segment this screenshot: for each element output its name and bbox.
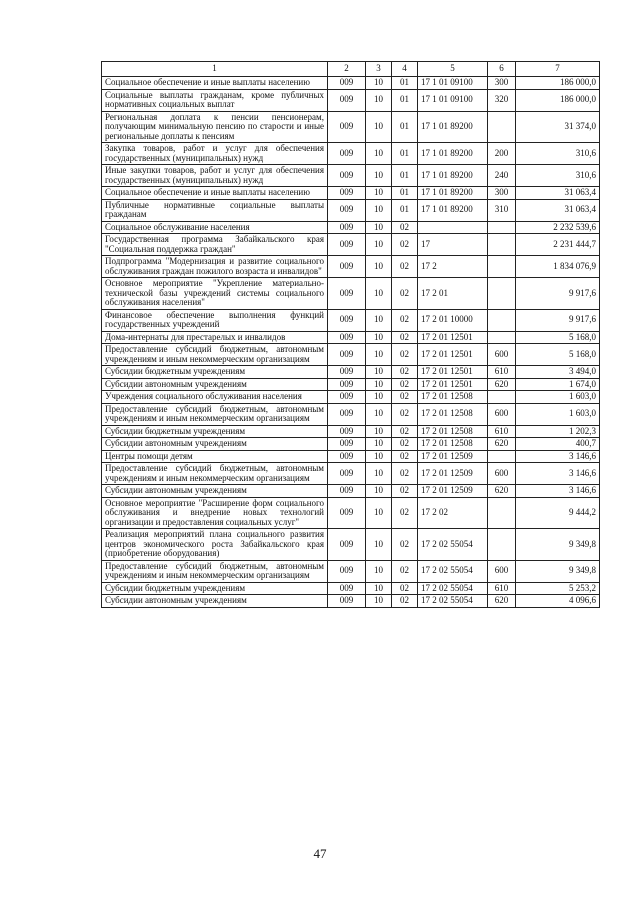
row-subsection-cell: 02 [392, 221, 418, 234]
row-name-cell: Подпрограмма "Модернизация и развитие социального обслуживания граждан пожилого возраста и инвалидов" [102, 256, 328, 278]
table-row [102, 234, 600, 256]
row-section-cell: 10 [366, 450, 392, 463]
row-name-cell: Субсидии автономным учреждениям [102, 378, 328, 391]
row-target-article-cell: 17 2 [418, 256, 488, 278]
table-row [102, 529, 600, 561]
row-expense-type-cell: 600 [488, 403, 516, 425]
row-amount-cell: 2 231 444,7 [516, 234, 600, 256]
row-amount-cell: 310,6 [516, 165, 600, 187]
row-expense-type-cell: 300 [488, 77, 516, 90]
table-row [102, 438, 600, 451]
row-name-cell: Субсидии автономным учреждениям [102, 485, 328, 498]
row-name-cell: Предоставление субсидий бюджетным, автономным учреждениям и иным некоммерческим организациям [102, 403, 328, 425]
row-subsection-cell: 02 [392, 278, 418, 310]
row-amount-cell: 5 168,0 [516, 344, 600, 366]
row-target-article-cell: 17 2 02 55054 [418, 560, 488, 582]
table-row [102, 221, 600, 234]
row-ministry-code-cell: 009 [328, 529, 366, 561]
row-amount-cell: 400,7 [516, 438, 600, 451]
row-name-cell: Социальное обслуживание населения [102, 221, 328, 234]
row-expense-type-cell [488, 391, 516, 404]
row-name-cell: Субсидии автономным учреждениям [102, 595, 328, 608]
table-row [102, 143, 600, 165]
row-amount-cell: 1 834 076,9 [516, 256, 600, 278]
row-target-article-cell: 17 2 01 12509 [418, 463, 488, 485]
page-number: 47 [313, 846, 327, 861]
row-subsection-cell: 02 [392, 529, 418, 561]
table-row [102, 344, 600, 366]
row-target-article-cell: 17 [418, 234, 488, 256]
row-ministry-code-cell: 009 [328, 199, 366, 221]
row-amount-cell: 5 168,0 [516, 331, 600, 344]
row-ministry-code-cell: 009 [328, 309, 366, 331]
row-ministry-code-cell: 009 [328, 165, 366, 187]
table-row [102, 391, 600, 404]
row-subsection-cell: 01 [392, 187, 418, 200]
row-target-article-cell: 17 1 01 89200 [418, 143, 488, 165]
row-amount-cell: 5 253,2 [516, 582, 600, 595]
row-section-cell: 10 [366, 529, 392, 561]
row-section-cell: 10 [366, 89, 392, 111]
row-amount-cell: 2 232 539,6 [516, 221, 600, 234]
row-expense-type-cell: 310 [488, 199, 516, 221]
row-section-cell: 10 [366, 438, 392, 451]
row-amount-cell: 9 917,6 [516, 278, 600, 310]
row-section-cell: 10 [366, 560, 392, 582]
row-ministry-code-cell: 009 [328, 234, 366, 256]
row-target-article-cell: 17 2 01 12501 [418, 366, 488, 379]
row-amount-cell: 1 603,0 [516, 403, 600, 425]
row-name-cell: Закупка товаров, работ и услуг для обеспечения государственных (муниципальных) нужд [102, 143, 328, 165]
row-section-cell: 10 [366, 331, 392, 344]
table-row [102, 560, 600, 582]
table-row [102, 187, 600, 200]
row-name-cell: Основное мероприятие "Укрепление материально-технической базы учреждений системы социального обслуживания населения" [102, 278, 328, 310]
header-col-4: 4 [392, 62, 418, 77]
row-name-cell: Субсидии бюджетным учреждениям [102, 425, 328, 438]
row-amount-cell: 186 000,0 [516, 77, 600, 90]
row-target-article-cell: 17 2 02 [418, 497, 488, 529]
row-expense-type-cell: 620 [488, 485, 516, 498]
row-section-cell: 10 [366, 234, 392, 256]
row-target-article-cell: 17 2 01 10000 [418, 309, 488, 331]
row-expense-type-cell: 620 [488, 595, 516, 608]
table-row [102, 403, 600, 425]
row-amount-cell: 31 063,4 [516, 199, 600, 221]
row-ministry-code-cell: 009 [328, 582, 366, 595]
row-subsection-cell: 02 [392, 234, 418, 256]
row-ministry-code-cell: 009 [328, 403, 366, 425]
table-row [102, 309, 600, 331]
row-expense-type-cell: 300 [488, 187, 516, 200]
table-row [102, 497, 600, 529]
header-col-3: 3 [366, 62, 392, 77]
table-row [102, 366, 600, 379]
row-subsection-cell: 02 [392, 485, 418, 498]
row-name-cell: Основное мероприятие "Расширение форм социального обслуживания и внедрение новых технологий организации и предоставления социальных услуг" [102, 497, 328, 529]
row-subsection-cell: 02 [392, 497, 418, 529]
row-subsection-cell: 02 [392, 595, 418, 608]
table-row [102, 111, 600, 143]
row-ministry-code-cell: 009 [328, 497, 366, 529]
header-col-2: 2 [328, 62, 366, 77]
row-target-article-cell: 17 2 01 12508 [418, 403, 488, 425]
row-subsection-cell: 02 [392, 378, 418, 391]
header-col-6: 6 [488, 62, 516, 77]
row-section-cell: 10 [366, 199, 392, 221]
row-ministry-code-cell: 009 [328, 560, 366, 582]
row-section-cell: 10 [366, 344, 392, 366]
row-name-cell: Социальные выплаты гражданам, кроме публичных нормативных социальных выплат [102, 89, 328, 111]
row-section-cell: 10 [366, 256, 392, 278]
row-section-cell: 10 [366, 143, 392, 165]
row-subsection-cell: 02 [392, 560, 418, 582]
row-expense-type-cell [488, 111, 516, 143]
budget-table-container [101, 61, 599, 608]
row-target-article-cell: 17 2 01 12508 [418, 425, 488, 438]
row-name-cell: Государственная программа Забайкальского края "Социальная поддержка граждан" [102, 234, 328, 256]
row-target-article-cell: 17 2 01 12501 [418, 344, 488, 366]
row-section-cell: 10 [366, 595, 392, 608]
row-section-cell: 10 [366, 425, 392, 438]
row-name-cell: Социальное обеспечение и иные выплаты населению [102, 77, 328, 90]
row-expense-type-cell [488, 529, 516, 561]
row-name-cell: Субсидии автономным учреждениям [102, 438, 328, 451]
row-target-article-cell: 17 2 01 12508 [418, 391, 488, 404]
row-expense-type-cell: 600 [488, 560, 516, 582]
row-target-article-cell: 17 2 01 12508 [418, 438, 488, 451]
row-ministry-code-cell: 009 [328, 331, 366, 344]
row-expense-type-cell: 620 [488, 378, 516, 391]
table-row [102, 89, 600, 111]
row-subsection-cell: 02 [392, 331, 418, 344]
row-section-cell: 10 [366, 278, 392, 310]
row-amount-cell: 31 063,4 [516, 187, 600, 200]
row-ministry-code-cell: 009 [328, 463, 366, 485]
row-ministry-code-cell: 009 [328, 143, 366, 165]
table-row [102, 595, 600, 608]
table-body [102, 77, 600, 608]
row-amount-cell: 186 000,0 [516, 89, 600, 111]
row-section-cell: 10 [366, 366, 392, 379]
row-expense-type-cell: 610 [488, 425, 516, 438]
row-target-article-cell: 17 2 01 12501 [418, 378, 488, 391]
row-name-cell: Предоставление субсидий бюджетным, автономным учреждениям и иным некоммерческим организациям [102, 560, 328, 582]
row-name-cell: Публичные нормативные социальные выплаты гражданам [102, 199, 328, 221]
row-ministry-code-cell: 009 [328, 256, 366, 278]
row-name-cell: Реализация мероприятий плана социального развития центров экономического роста Забайкальского края (приобретение оборудования) [102, 529, 328, 561]
row-expense-type-cell: 610 [488, 582, 516, 595]
row-expense-type-cell: 610 [488, 366, 516, 379]
row-name-cell: Социальное обеспечение и иные выплаты населению [102, 187, 328, 200]
row-amount-cell: 9 917,6 [516, 309, 600, 331]
row-ministry-code-cell: 009 [328, 278, 366, 310]
header-col-1: 1 [102, 62, 328, 77]
row-amount-cell: 9 349,8 [516, 560, 600, 582]
row-ministry-code-cell: 009 [328, 221, 366, 234]
row-section-cell: 10 [366, 463, 392, 485]
row-subsection-cell: 02 [392, 438, 418, 451]
row-target-article-cell: 17 2 01 12509 [418, 485, 488, 498]
row-section-cell: 10 [366, 77, 392, 90]
row-subsection-cell: 01 [392, 89, 418, 111]
row-target-article-cell: 17 1 01 09100 [418, 89, 488, 111]
row-subsection-cell: 02 [392, 256, 418, 278]
row-name-cell: Финансовое обеспечение выполнения функций государственных учреждений [102, 309, 328, 331]
row-name-cell: Учреждения социального обслуживания населения [102, 391, 328, 404]
row-target-article-cell: 17 2 02 55054 [418, 582, 488, 595]
row-section-cell: 10 [366, 497, 392, 529]
row-subsection-cell: 02 [392, 450, 418, 463]
row-subsection-cell: 02 [392, 582, 418, 595]
row-expense-type-cell [488, 309, 516, 331]
row-amount-cell: 3 146,6 [516, 450, 600, 463]
row-ministry-code-cell: 009 [328, 77, 366, 90]
row-amount-cell: 4 096,6 [516, 595, 600, 608]
row-section-cell: 10 [366, 391, 392, 404]
row-subsection-cell: 02 [392, 463, 418, 485]
row-expense-type-cell: 600 [488, 463, 516, 485]
row-amount-cell: 1 674,0 [516, 378, 600, 391]
row-subsection-cell: 01 [392, 111, 418, 143]
row-target-article-cell: 17 2 02 55054 [418, 595, 488, 608]
row-target-article-cell: 17 2 01 12509 [418, 450, 488, 463]
row-ministry-code-cell: 009 [328, 595, 366, 608]
budget-table [101, 61, 600, 608]
row-amount-cell: 1 603,0 [516, 391, 600, 404]
row-name-cell: Предоставление субсидий бюджетным, автономным учреждениям и иным некоммерческим организациям [102, 463, 328, 485]
row-subsection-cell: 02 [392, 366, 418, 379]
row-ministry-code-cell: 009 [328, 366, 366, 379]
header-col-7: 7 [516, 62, 600, 77]
row-subsection-cell: 02 [392, 403, 418, 425]
row-section-cell: 10 [366, 378, 392, 391]
row-subsection-cell: 01 [392, 199, 418, 221]
table-row [102, 463, 600, 485]
row-section-cell: 10 [366, 165, 392, 187]
row-section-cell: 10 [366, 111, 392, 143]
row-target-article-cell: 17 1 01 09100 [418, 77, 488, 90]
row-subsection-cell: 02 [392, 391, 418, 404]
row-subsection-cell: 01 [392, 165, 418, 187]
row-expense-type-cell [488, 331, 516, 344]
row-subsection-cell: 01 [392, 77, 418, 90]
row-target-article-cell: 17 1 01 89200 [418, 187, 488, 200]
row-expense-type-cell [488, 278, 516, 310]
row-name-cell: Региональная доплата к пенсии пенсионерам, получающим минимальную пенсию по старости и иные региональные доплаты к пенсиям [102, 111, 328, 143]
row-expense-type-cell [488, 450, 516, 463]
row-name-cell: Центры помощи детям [102, 450, 328, 463]
row-section-cell: 10 [366, 187, 392, 200]
row-name-cell: Субсидии бюджетным учреждениям [102, 366, 328, 379]
row-section-cell: 10 [366, 582, 392, 595]
row-name-cell: Субсидии бюджетным учреждениям [102, 582, 328, 595]
row-ministry-code-cell: 009 [328, 378, 366, 391]
row-target-article-cell: 17 1 01 89200 [418, 199, 488, 221]
row-subsection-cell: 02 [392, 309, 418, 331]
table-row [102, 278, 600, 310]
header-row [102, 62, 600, 77]
row-ministry-code-cell: 009 [328, 438, 366, 451]
row-target-article-cell: 17 1 01 89200 [418, 165, 488, 187]
row-amount-cell: 9 349,8 [516, 529, 600, 561]
row-subsection-cell: 02 [392, 344, 418, 366]
table-row [102, 378, 600, 391]
row-section-cell: 10 [366, 221, 392, 234]
row-expense-type-cell [488, 221, 516, 234]
row-expense-type-cell: 200 [488, 143, 516, 165]
header-col-5: 5 [418, 62, 488, 77]
row-target-article-cell [418, 221, 488, 234]
row-expense-type-cell: 240 [488, 165, 516, 187]
row-subsection-cell: 01 [392, 143, 418, 165]
row-target-article-cell: 17 2 01 12501 [418, 331, 488, 344]
row-amount-cell: 9 444,2 [516, 497, 600, 529]
row-expense-type-cell: 620 [488, 438, 516, 451]
row-ministry-code-cell: 009 [328, 391, 366, 404]
row-name-cell: Предоставление субсидий бюджетным, автономным учреждениям и иным некоммерческим организациям [102, 344, 328, 366]
row-expense-type-cell: 600 [488, 344, 516, 366]
row-amount-cell: 3 494,0 [516, 366, 600, 379]
row-amount-cell: 310,6 [516, 143, 600, 165]
table-row [102, 77, 600, 90]
row-ministry-code-cell: 009 [328, 450, 366, 463]
row-subsection-cell: 02 [392, 425, 418, 438]
table-row [102, 256, 600, 278]
row-amount-cell: 3 146,6 [516, 485, 600, 498]
row-name-cell: Иные закупки товаров, работ и услуг для обеспечения государственных (муниципальных) нужд [102, 165, 328, 187]
row-expense-type-cell [488, 497, 516, 529]
row-amount-cell: 1 202,3 [516, 425, 600, 438]
row-expense-type-cell [488, 256, 516, 278]
row-section-cell: 10 [366, 309, 392, 331]
row-target-article-cell: 17 2 01 [418, 278, 488, 310]
table-row [102, 450, 600, 463]
row-name-cell: Дома-интернаты для престарелых и инвалидов [102, 331, 328, 344]
table-row [102, 165, 600, 187]
row-section-cell: 10 [366, 485, 392, 498]
table-row [102, 425, 600, 438]
table-row [102, 331, 600, 344]
row-amount-cell: 3 146,6 [516, 463, 600, 485]
row-ministry-code-cell: 009 [328, 187, 366, 200]
row-expense-type-cell [488, 234, 516, 256]
row-expense-type-cell: 320 [488, 89, 516, 111]
row-target-article-cell: 17 2 02 55054 [418, 529, 488, 561]
row-ministry-code-cell: 009 [328, 89, 366, 111]
row-ministry-code-cell: 009 [328, 485, 366, 498]
row-ministry-code-cell: 009 [328, 344, 366, 366]
table-row [102, 199, 600, 221]
table-row [102, 582, 600, 595]
table-row [102, 485, 600, 498]
row-section-cell: 10 [366, 403, 392, 425]
row-amount-cell: 31 374,0 [516, 111, 600, 143]
row-ministry-code-cell: 009 [328, 425, 366, 438]
row-ministry-code-cell: 009 [328, 111, 366, 143]
row-target-article-cell: 17 1 01 89200 [418, 111, 488, 143]
